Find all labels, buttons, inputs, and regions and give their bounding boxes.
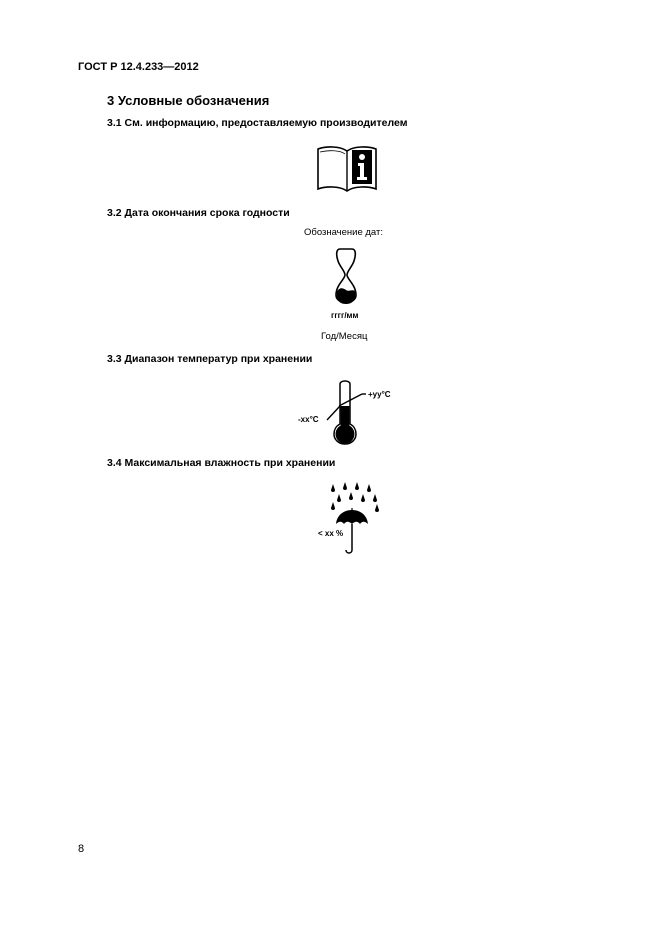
- section-title: 3 Условные обозначения: [107, 93, 270, 108]
- book-info-icon: [316, 143, 378, 193]
- lower-temperature-label: -хх°С: [298, 415, 319, 424]
- hourglass-icon: [334, 247, 358, 307]
- upper-temperature-label: +уу°С: [368, 390, 391, 399]
- thermometer-icon: [300, 378, 380, 444]
- year-month-symbol-label: гггг/мм: [331, 311, 359, 320]
- item-3-4-heading: 3.4 Максимальная влажность при хранении: [107, 457, 336, 469]
- humidity-label: < хх %: [318, 529, 344, 538]
- umbrella-rain-icon: [325, 480, 385, 556]
- date-designation-caption: Обозначение дат:: [304, 227, 384, 238]
- item-3-1-heading: 3.1 См. информацию, предоставляемую производителем: [107, 117, 408, 129]
- item-3-3-heading: 3.3 Диапазон температур при хранении: [107, 353, 313, 365]
- document-code: ГОСТ Р 12.4.233—2012: [78, 61, 199, 73]
- page-number: 8: [78, 843, 85, 855]
- year-month-caption: Год/Месяц: [321, 331, 368, 342]
- item-3-2-heading: 3.2 Дата окончания срока годности: [107, 207, 290, 219]
